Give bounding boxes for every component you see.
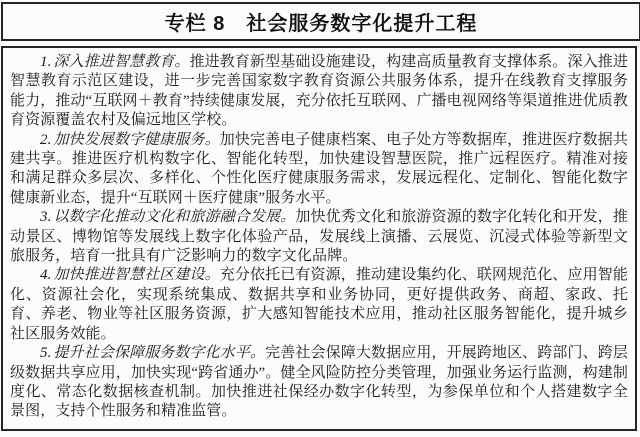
paragraph-5-lead: 提升社会保障服务数字化水平。 bbox=[53, 345, 266, 362]
column-title-box bbox=[1, 2, 640, 41]
paragraph-1-lead: 深入推进智慧教育。 bbox=[53, 54, 190, 70]
paragraph-4-text: 充分依托已有资源，推动建设集约化、联网规范化、应用智能化、资源社会化，实现系统集成、数据共享和业务协同，更好提供政务、商超、家政、托育、养老、物业等社区服务资源，扩大感知智能技术应用，推动社区服务智能化，提升城乡社区服务效能。 bbox=[10, 267, 629, 342]
paragraph-5-number: 5. bbox=[40, 345, 52, 362]
paragraph-2-text: 加快完善电子健康档案、电子处方等数据库，推进医疗数据共建共享。推进医疗机构数字化、智能化转型，加快建设智慧医院，推广远程医疗。精准对接和满足群众多层次、多样化、个性化医疗健康服务需求，发展远程化、定制化、智能化数字健康新业态，提升“互联网＋医疗健康”服务水平。 bbox=[10, 131, 629, 206]
paragraph-3-lead: 以数字化推动文化和旅游融合发展。 bbox=[53, 209, 296, 226]
paragraph-5-text: 完善社会保障大数据应用，开展跨地区、跨部门、跨层级数据共享应用，加快实现“跨省通办”。健全风险防控分类管理，加强业务运行监测，构建制度化、常态化数据核查机制。加快推进社保经办数字化转型，为参保单位和个人搭建数字全景图，支持个性服务和精准监管。 bbox=[10, 345, 629, 420]
paragraph-1-text: 推进教育新型基础设施建设，构建高质量教育支撑体系。深入推进智慧教育示范区建设，进一步完善国家数字教育资源公共服务体系，提升在线教育支撑服务能力，推动“互联网＋教育”持续健康发展，充分依托互联网、广播电视网络等渠道推进优质教育资源覆盖农村及偏远地区学校。 bbox=[10, 54, 629, 129]
paragraph-3-number: 3. bbox=[40, 209, 52, 226]
column-title: 专栏 8 社会服务数字化提升工程 bbox=[164, 13, 478, 35]
paragraph-3 bbox=[10, 208, 628, 266]
paragraph-4 bbox=[10, 266, 628, 344]
paragraph-5 bbox=[10, 344, 628, 422]
paragraph-2-number: 2. bbox=[40, 131, 52, 148]
paragraph-2-lead: 加快发展数字健康服务。 bbox=[53, 131, 220, 148]
paragraph-4-number: 4. bbox=[40, 267, 52, 284]
paragraph-1 bbox=[10, 53, 628, 131]
column-body-box bbox=[1, 46, 637, 431]
paragraph-4-lead: 加快推进智慧社区建设。 bbox=[53, 267, 220, 284]
paragraph-1-number: 1. bbox=[40, 54, 52, 70]
paragraph-2 bbox=[10, 131, 628, 209]
paragraph-3-text: 加快优秀文化和旅游资源的数字化转化和开发，推动景区、博物馆等发展线上数字化体验产品，发展线上演播、云展览、沉浸式体验等新型文旅服务，培育一批具有广泛影响力的数字文化品牌。 bbox=[10, 209, 628, 265]
